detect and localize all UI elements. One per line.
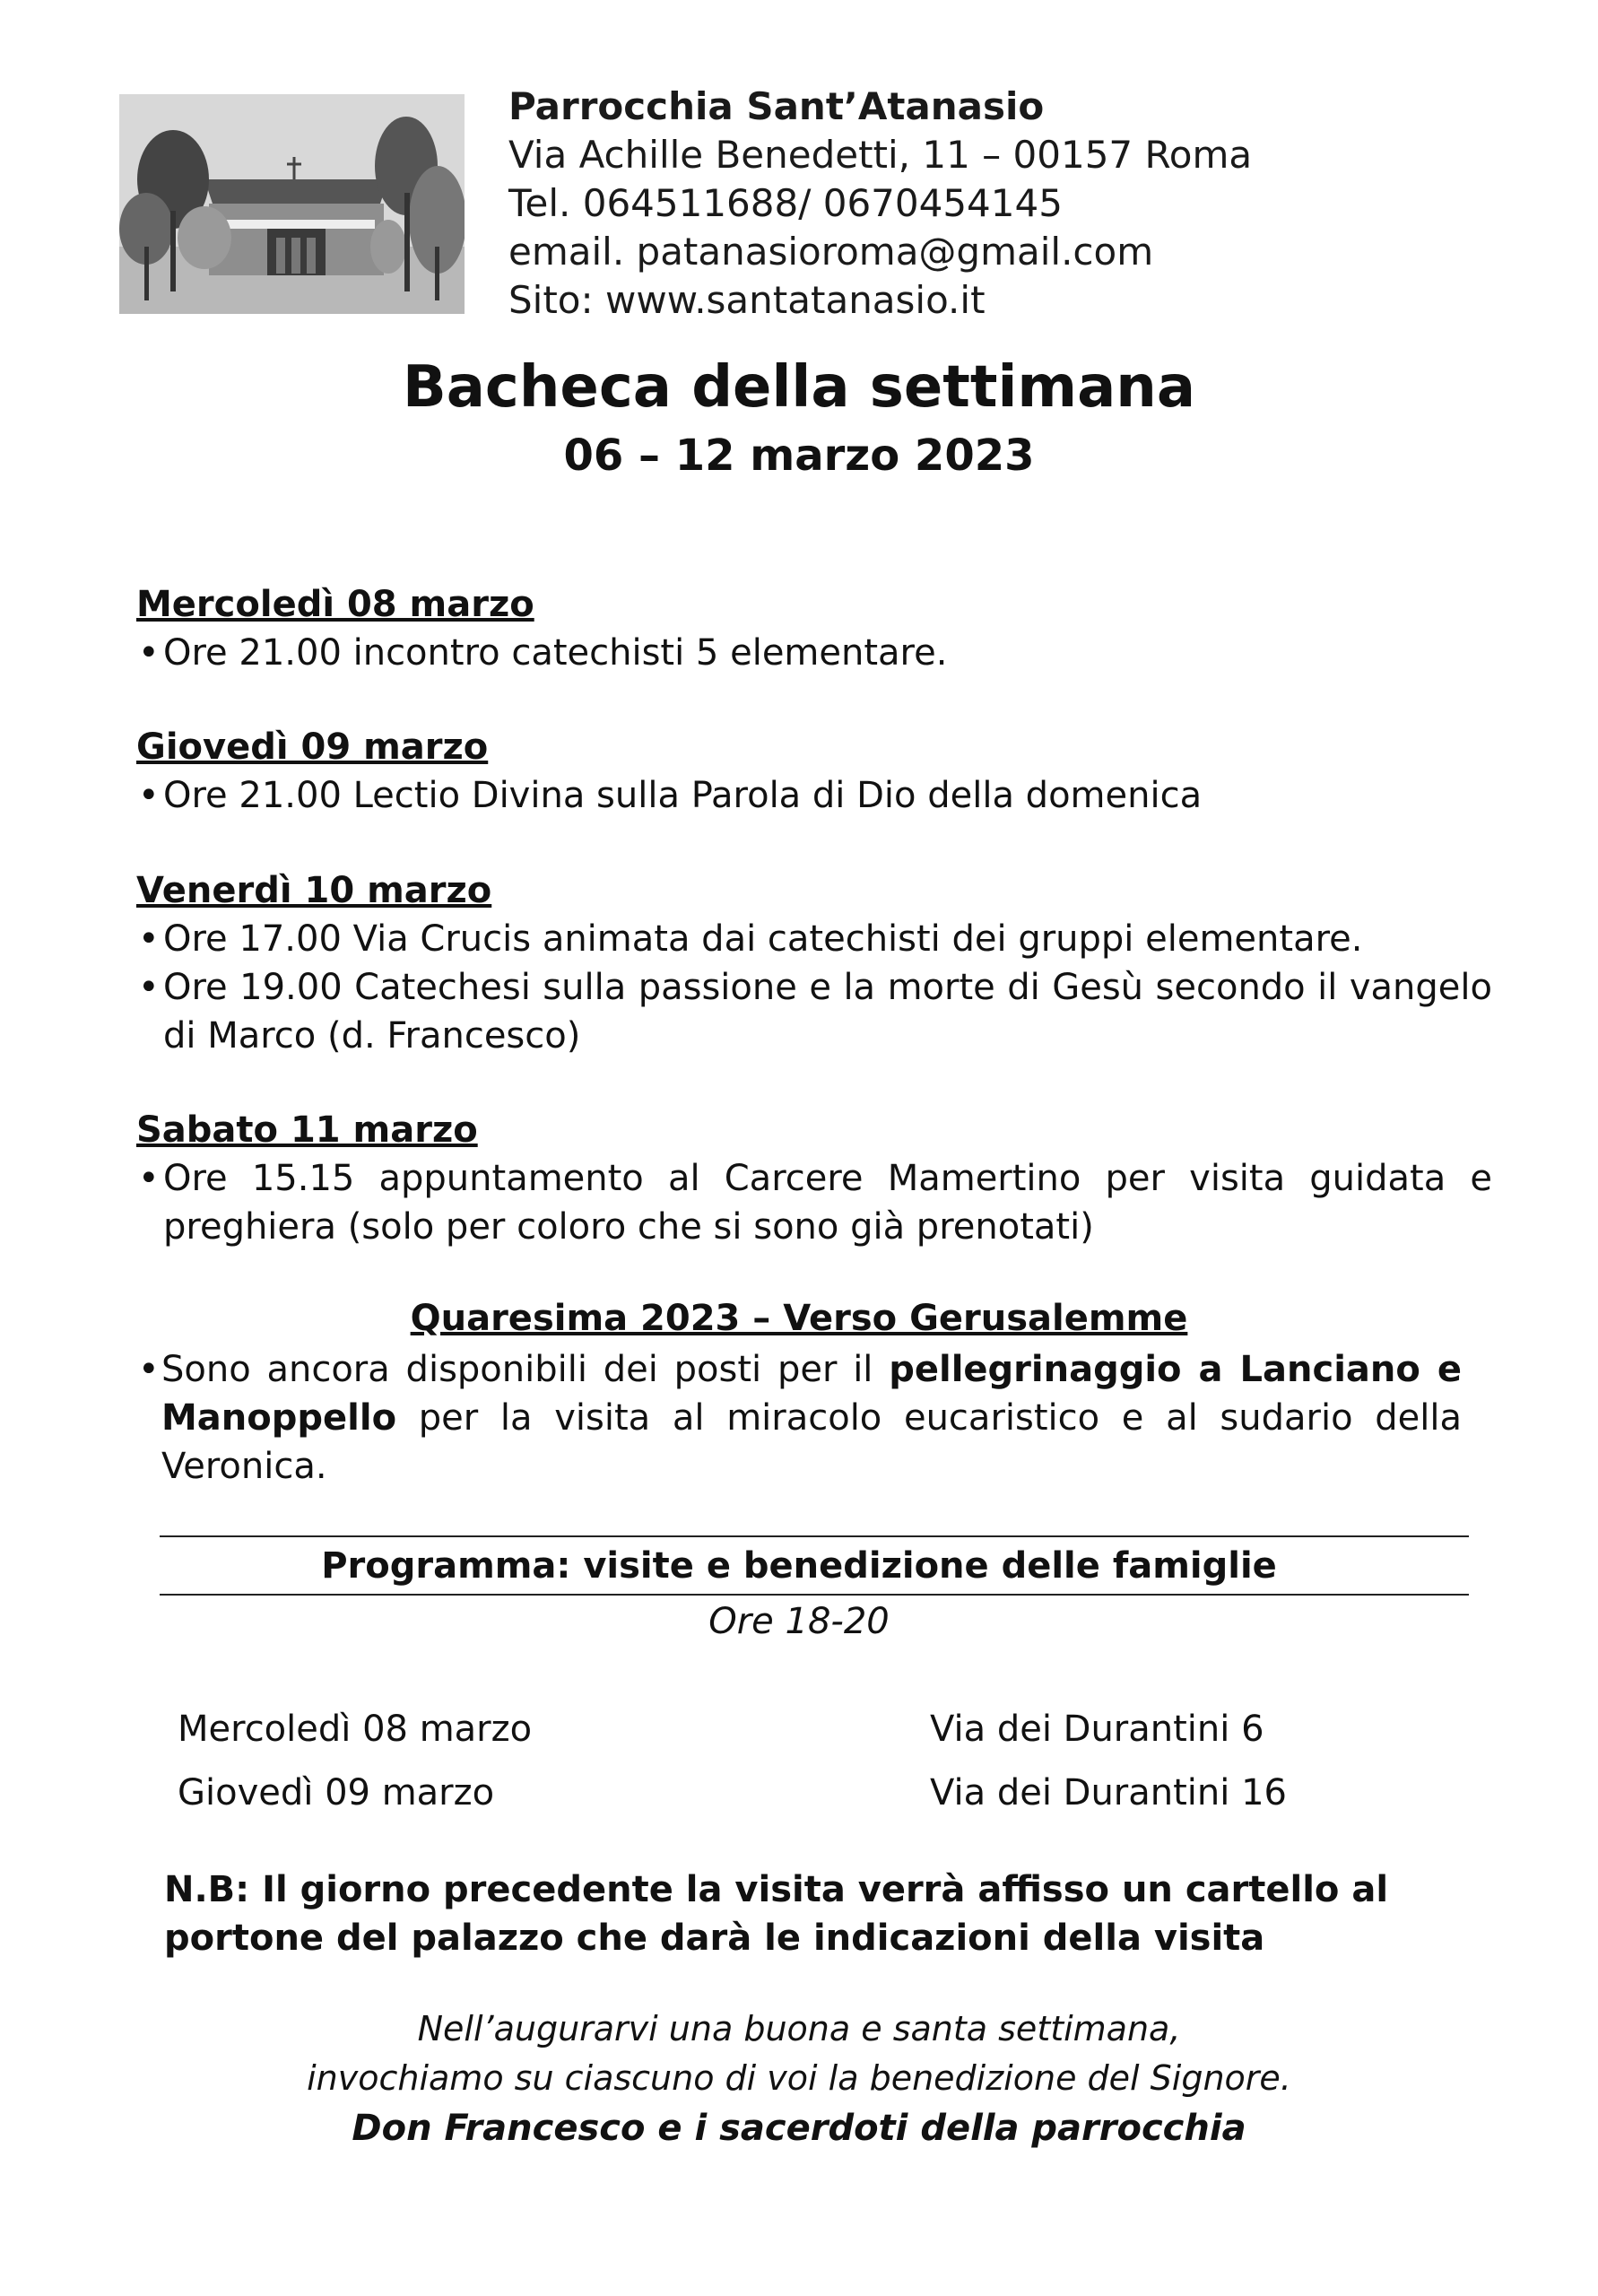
visit-place: Via dei Durantini 16 bbox=[930, 1772, 1287, 1813]
parish-website: Sito: www.santatanasio.it bbox=[508, 278, 986, 322]
divider-bottom bbox=[160, 1594, 1469, 1596]
divider-top bbox=[160, 1535, 1469, 1537]
list-item: • Ore 21.00 Lectio Divina sulla Parola di Dio della domenica bbox=[136, 771, 1492, 820]
quaresima-text-after: per la visita al miracolo eucaristico e al sudario della Veronica. bbox=[161, 1397, 1462, 1487]
day-heading: Sabato 11 marzo bbox=[136, 1109, 478, 1151]
day-heading: Mercoledì 08 marzo bbox=[136, 584, 534, 625]
church-illustration-icon bbox=[119, 94, 465, 314]
signature: Don Francesco e i sacerdoti della parrocchia bbox=[352, 2108, 1246, 2149]
quaresima-text-bold: pellegrinaggio a Lanciano e Manoppello bbox=[161, 1349, 1462, 1439]
quaresima-section bbox=[136, 1345, 1462, 1491]
programma-time: Ore 18-20 bbox=[708, 1601, 890, 1642]
list-item: • Ore 19.00 Catechesi sulla passione e la morte di Gesù secondo il vangelo di Marco (d. Francesco) bbox=[136, 963, 1492, 1060]
parish-contact bbox=[508, 83, 1252, 325]
quaresima-heading: Quaresima 2023 – Verso Gerusalemme bbox=[410, 1298, 1188, 1339]
list-item: • Ore 15.15 appuntamento al Carcere Mamertino per visita guidata e preghiera (solo per coloro che si sono già prenotati) bbox=[136, 1154, 1492, 1251]
parish-address: Via Achille Benedetti, 11 – 00157 Roma bbox=[508, 133, 1253, 177]
closing-line-1: Nell’augurarvi una buona e santa settimana, bbox=[417, 2009, 1181, 2048]
visit-place: Via dei Durantini 6 bbox=[930, 1709, 1264, 1750]
day-section-saturday bbox=[136, 1106, 1492, 1251]
list-item: • Ore 21.00 incontro catechisti 5 elementare. bbox=[136, 629, 1492, 677]
parish-email: email. patanasioroma@gmail.com bbox=[508, 230, 1154, 274]
day-heading: Giovedì 09 marzo bbox=[136, 726, 489, 768]
closing-line-2: invochiamo su ciascuno di voi la benedizione del Signore. bbox=[307, 2058, 1291, 2098]
page-dates: 06 – 12 marzo 2023 bbox=[563, 430, 1035, 481]
parish-name: Parrocchia Sant’Atanasio bbox=[508, 84, 1045, 128]
visit-day: Mercoledì 08 marzo bbox=[178, 1709, 533, 1750]
list-item bbox=[136, 1345, 1462, 1491]
visit-day: Giovedì 09 marzo bbox=[178, 1772, 495, 1813]
day-heading: Venerdì 10 marzo bbox=[136, 870, 492, 911]
list-item: • Ore 17.00 Via Crucis animata dai catechisti dei gruppi elementare. bbox=[136, 915, 1492, 963]
parish-phone: Tel. 064511688/ 0670454145 bbox=[508, 181, 1063, 225]
programma-heading: Programma: visite e benedizione delle famiglie bbox=[321, 1545, 1277, 1587]
day-section-wednesday bbox=[136, 580, 1492, 677]
note-nb: N.B: Il giorno precedente la visita verrà affisso un cartello al portone del palazzo che darà le indicazioni della visita bbox=[164, 1869, 1389, 1959]
day-section-thursday bbox=[136, 723, 1492, 820]
page-title: Bacheca della settimana bbox=[402, 354, 1196, 421]
quaresima-text-before: Sono ancora disponibili dei posti per il bbox=[161, 1349, 890, 1390]
day-section-friday bbox=[136, 866, 1492, 1060]
